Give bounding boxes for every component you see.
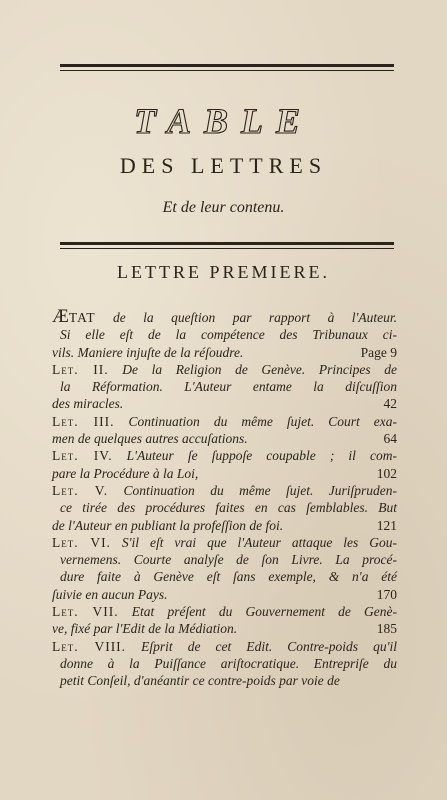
toc-entry-line: [52, 586, 397, 603]
toc-entry-text: Etat préſent du Gouvernement de Genè-: [118, 604, 397, 620]
toc-entry: [52, 603, 397, 638]
toc-entry-lead: Æ: [52, 306, 69, 327]
toc-entry-line: [52, 620, 397, 637]
toc-entry-text: la Réformation. L'Auteur entame la diſcuſſion: [60, 379, 397, 395]
toc-entry-line: [52, 603, 397, 620]
toc-entry: [52, 308, 397, 361]
toc-page-number: 185: [376, 621, 397, 637]
toc-entry-text: ſuivie en aucun Pays.: [52, 586, 168, 602]
toc-entry-smallcaps: TAT: [68, 310, 96, 325]
toc-entry-text: des miracles.: [52, 396, 124, 412]
toc-entry-text: pare la Procédure à la Loi,: [52, 465, 199, 481]
toc-entry-text: men de quelques autres accuſations.: [52, 431, 248, 447]
toc-page-number: 102: [376, 465, 397, 481]
toc-entry: [52, 447, 397, 482]
toc-entry: [52, 534, 397, 603]
toc-entry-text: dure faite à Genève eſt ſans exemple, & n'a été: [60, 569, 397, 585]
toc-entry-line: [52, 499, 397, 516]
toc-entry-line: [52, 413, 397, 430]
toc-entry-text: Continuation du même ſujet. Juriſpruden-: [108, 482, 397, 498]
toc-entry: [52, 361, 397, 413]
toc-entry-text: donne à la Puiſſance ariſtocratique. Entrepriſe du: [60, 655, 397, 671]
toc-page-number: 121: [376, 517, 397, 533]
page-subtitle-italic: Et de leur contenu.: [162, 199, 285, 216]
toc-entry-line: [52, 465, 397, 482]
toc-page-number: Page 9: [360, 344, 397, 360]
toc-entry-lead: Let. VI.: [52, 534, 111, 550]
toc-entry-text: de la queſtion par rapport à l'Auteur.: [95, 310, 397, 325]
toc-entry-lead: Let. V.: [52, 482, 109, 498]
toc-entry-line: [52, 447, 397, 464]
toc-entry-text: Continuation du même ſujet. Court exa-: [114, 413, 397, 429]
middle-double-rule: [60, 242, 394, 251]
toc-entry-line: [52, 672, 397, 689]
toc-entry-line: [52, 534, 397, 551]
toc-entry-line: [52, 430, 397, 447]
toc-entry-lead: Let. III.: [52, 413, 115, 429]
toc-entry-line: [52, 308, 397, 326]
toc-entry-line: [52, 517, 397, 534]
toc-entry-text: petit Conſeil, d'anéantir ce contre-poids par voie de: [60, 673, 340, 689]
top-double-rule: [60, 64, 394, 73]
toc-entry-text: ce tirée des procédures faites en cas ſemblables. But: [60, 500, 397, 516]
toc-entry-text: L'Auteur ſe ſuppoſe coupable ; il com-: [112, 448, 397, 464]
toc-entry-line: [52, 361, 397, 378]
toc-page-number: 170: [376, 586, 397, 602]
toc-entry-line: [52, 378, 397, 395]
toc-entry-lead: Let. IV.: [52, 448, 113, 464]
toc-entry-line: [52, 326, 397, 343]
section-heading: LETTRE PREMIERE.: [117, 262, 330, 282]
toc-entry-lead: Let. VII.: [52, 604, 119, 620]
page-subtitle: DES LETTRES: [119, 153, 328, 178]
toc-entry-text: de l'Auteur en publiant la profeſſion de foi.: [52, 517, 284, 533]
toc-entry-line: [52, 655, 397, 672]
toc-entry: [52, 482, 397, 534]
toc-entry-line: [52, 638, 397, 655]
toc-entry-text: vernemens. Courte analyſe de ſon Livre. La procé-: [60, 552, 397, 568]
toc-entry-text: S'il eſt vrai que l'Auteur attaque les Gou-: [110, 534, 397, 550]
toc-page-number: 64: [383, 431, 397, 447]
toc-entry-line: [52, 568, 397, 585]
toc-entry-line: [52, 482, 397, 499]
toc-entry-text: De la Religion de Genève. Principes de: [108, 361, 397, 377]
page-title: TABLE: [133, 101, 314, 141]
toc-entry-lead: Let. II.: [52, 361, 109, 377]
toc-entry-text: vils. Maniere injuſte de la réſoudre.: [52, 344, 244, 360]
toc-entry: [52, 638, 397, 690]
toc-entry-text: ve, fixé par l'Edit de la Médiation.: [52, 621, 238, 637]
toc-entry-line: [52, 395, 397, 412]
toc-page-number: 42: [383, 396, 397, 412]
table-of-contents: [52, 308, 397, 690]
toc-entry-text: Eſprit de cet Edit. Contre-poids qu'il: [126, 638, 397, 654]
toc-entry-line: [52, 551, 397, 568]
toc-entry-line: [52, 344, 397, 361]
toc-entry-text: Si elle eſt de la compétence des Tribunaux ci-: [60, 327, 397, 343]
toc-entry-lead: Let. VIII.: [52, 638, 127, 654]
toc-entry: [52, 413, 397, 448]
